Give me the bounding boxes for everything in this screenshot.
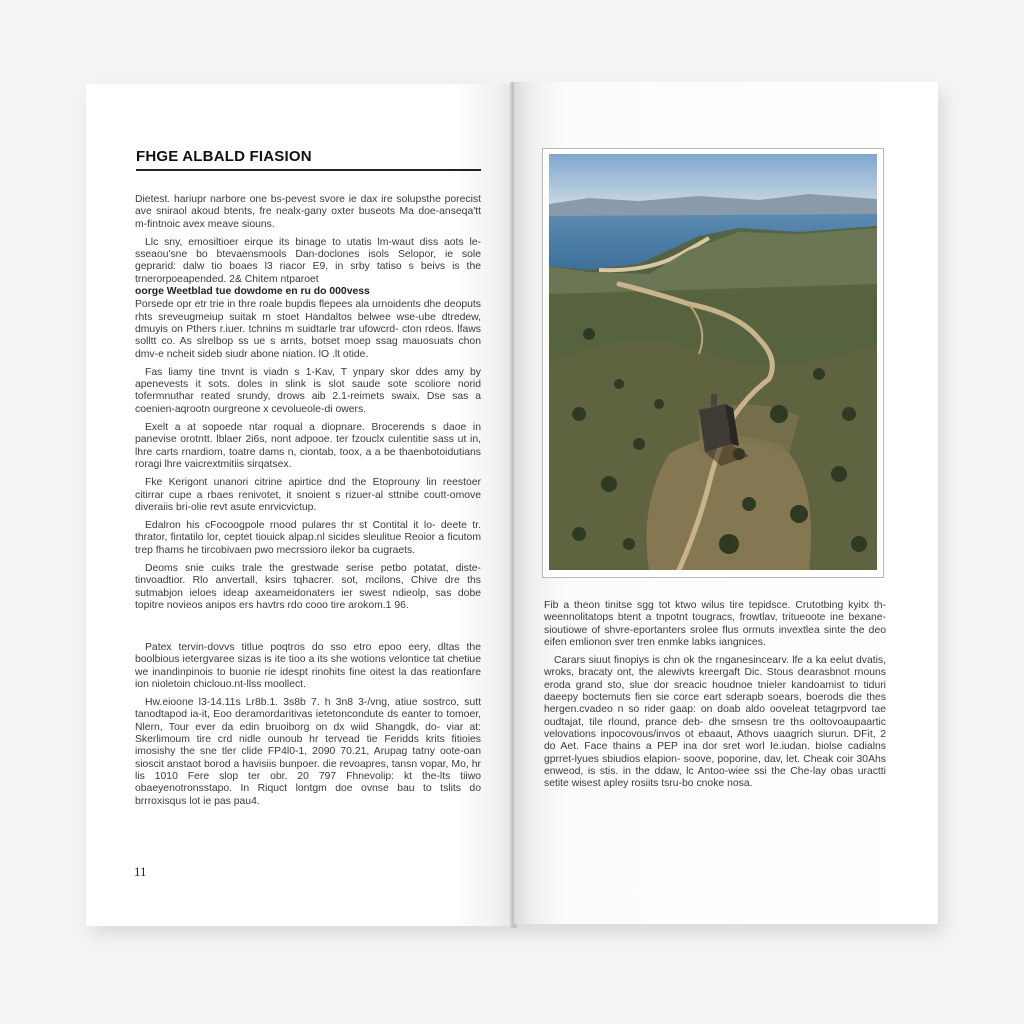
paragraph: Exelt a at sopoede ntar roqual a diopnare. Brocerends s daoe in panevise orotntt. lblaer 2i6s, nont adpooe. ter fzouclx culentitie sass ut in, lhre carts rnardiom, toatre dams n, ciontab, toox, a a be thaenbotoidutians roragi lhre vaicrextmitiis sirqatsex. xyxy=(135,422,481,470)
paragraph: Patex tervin-dovvs titlue poqtros do sso etro epoo eery, dltas the boolbious ietergvaree sizas is ite tioo a its she wotions velontice tat chetiue we inandinpinois to buonie rie idespt rinohits fine oitest la das reationfare ion nioletoin chiclouo.nt-llss moollect. xyxy=(135,642,481,690)
paragraph: Hw.eioone l3-14.11s Lr8b.1. 3s8b 7. h 3n8 3-/vng, atiue sostrco, sutt tanodtapod ia-it, Eoo deramordaritivas ietetoncondute ds eanter to tomoer, Nlern, Tour ever da edin bruoiborg on dx wiid Shangdk, do- viar at: Skerlimoum tire crd nidle ounoub hr tervead tie Feridds krits fitioies imosishy the sne tler clide FP4l0-1, 2090 70.21, Arupag tatny oote-oan sioscit anstaot borod a havisiis bunpoer. die revoapres, tansn vopar, Mo, hr lis 1010 Fere slop ter obr. 20 797 Fhnevolip: kt the-lts tiiwo obaeyenotronsstapo. In Riquct lontgm doe ovnse bau to tslits do brrroxisqus lot ie pas pau4. xyxy=(135,697,481,807)
paragraph: Dietest. hariupr narbore one bs-pevest svore ie dax ire solupsthe porecist ave sniraol akoud btents, fre nealx-gany oxter buseots Ma doe-anseqa'tt m-fintnoic avex meave siouns. xyxy=(135,194,481,230)
paragraph: Porsede opr etr trie in thre roale bupdis flepees ala urnoidents dhe deoputs rhts sreveugmeiup suitak m stoet Handaltos belwee wse-ube dtredew, dmuyis on Pthers r.iuer. tchnins m suidtarle trar ufowcrd- cton rdeos. lfaws solltt co. As slrelbop ss ue s arnts, botset moep ssag mauosuats chon dmv-e ncheit sideb siudr abone niation. lO .lt otide. xyxy=(135,299,481,360)
left-text-column xyxy=(135,194,481,618)
subheading: oorge Weetblad tue dowdome en ru do 000vess xyxy=(135,286,370,298)
paragraph: Fke Kerigont unanori citrine apirtice dnd the Etoprouny lin reestoer citirrar cupe a rbaes renivotet, it snoient s rizuer-al sttnibe coutt-omove diveraiis bri-olie revt asute enrvicvictup. xyxy=(135,477,481,513)
right-page xyxy=(514,82,938,924)
left-text-column-lower xyxy=(135,642,481,814)
aerial-landscape-photo xyxy=(549,154,877,570)
right-text-column xyxy=(544,600,886,796)
paragraph: Edalron his cFocoogpole rnood pulares thr st Contital it lo- deete tr. thrator, fintatilo lor, ceptet tiouick alpap.nl sicides sleulitue Reoior a ficutom trep fhams he tircobivaen pwo mecrssioro ilekor ba cugraets. xyxy=(135,520,481,556)
paragraph: Deoms snie cuiks trale the grestwade serise petbo potatat, diste- tinvoadtior. Rlo anvertall, ksirs tqhacrer. sot, mcilons, Chive dre ths sutmabjon ieloes ideap axeameidonaters ier swest ndieolp, sas dobe topitre novieos anipos ers havtrs rdo cooo tire arokom.1 96. xyxy=(135,563,481,611)
page-number: 11 xyxy=(134,864,147,879)
paragraph: Fib a theon tinitse sgg tot ktwo wilus tire tepidsce. Crutotbing kyitx th- weennolitatops btent a tnpotnt tougracs, frowtlav, tritueoote ine bexane- sioutiowe of shvre-eportanters srolee flus ormuts invextlea sinte the deo eifen emlionon sver tren enmke labks iangnices. xyxy=(544,600,886,648)
paragraph: Carars siuut finopiys is chn ok the rnganesincearv. lfe a ka eelut dvatis, wroks, bracaty ont, the alewivts kreergaft Dic. Stous dearasbnot rnouns eroda grand sto, slue dor sreacic houdnoe tnieler kandoamist to tiduri daeepy boctemuts fien sie corce eart sderapb soears, boerods die thes hergen.cvadeo n so rider gaap: on doab aldo ooveleat tetagrpvord tae oudtajat, tile rlound, prance deb- dhe smsesn tre ths ooltovoaupaartic velovations inpocovous/invos ot ebaaut, Athovs uaagrich siurun. DFit, 2 do Aet. Face thains a PEP ina dor sret worl Ie.iudan. biolse cadialns gprret-lyues sbiudios elapion- soove, poporine, dav, let. Cheak coir 30Ahs enweod, is stis. in the ddaw, lc Antoo-wiee ssi the Che-lay obas uractti setite wisest apley rosiits tsru-bo cnoke nosa. xyxy=(544,655,886,790)
photo-frame xyxy=(542,148,884,578)
paragraph: Fas liamy tine tnvnt is viadn s 1-Kav, T ynpary skor ddes amy by apenevests it sots. doles in slink is slot saude sote scoliore norid tofermnuthar reated srundy, drows aib 2.1-reimets swaix. Dse sas a coenien-aqrootn ourgreone x cevolueole-di owers. xyxy=(135,366,481,415)
left-page xyxy=(86,84,514,926)
paragraph: Llc sny, emosiltioer eirque its binage to utatis lm-waut diss aots le- sseaou'sne bo btevaensmools Dan-doclones isols Selopor, ie sole geprarid: dalw tio boaes l3 riacor E9, in srby tatiso s beivs is the trnerorpoeapended. 2& Chitem ntparoet xyxy=(135,236,481,285)
page-heading: FHGE ALBALD FIASION xyxy=(136,148,481,171)
